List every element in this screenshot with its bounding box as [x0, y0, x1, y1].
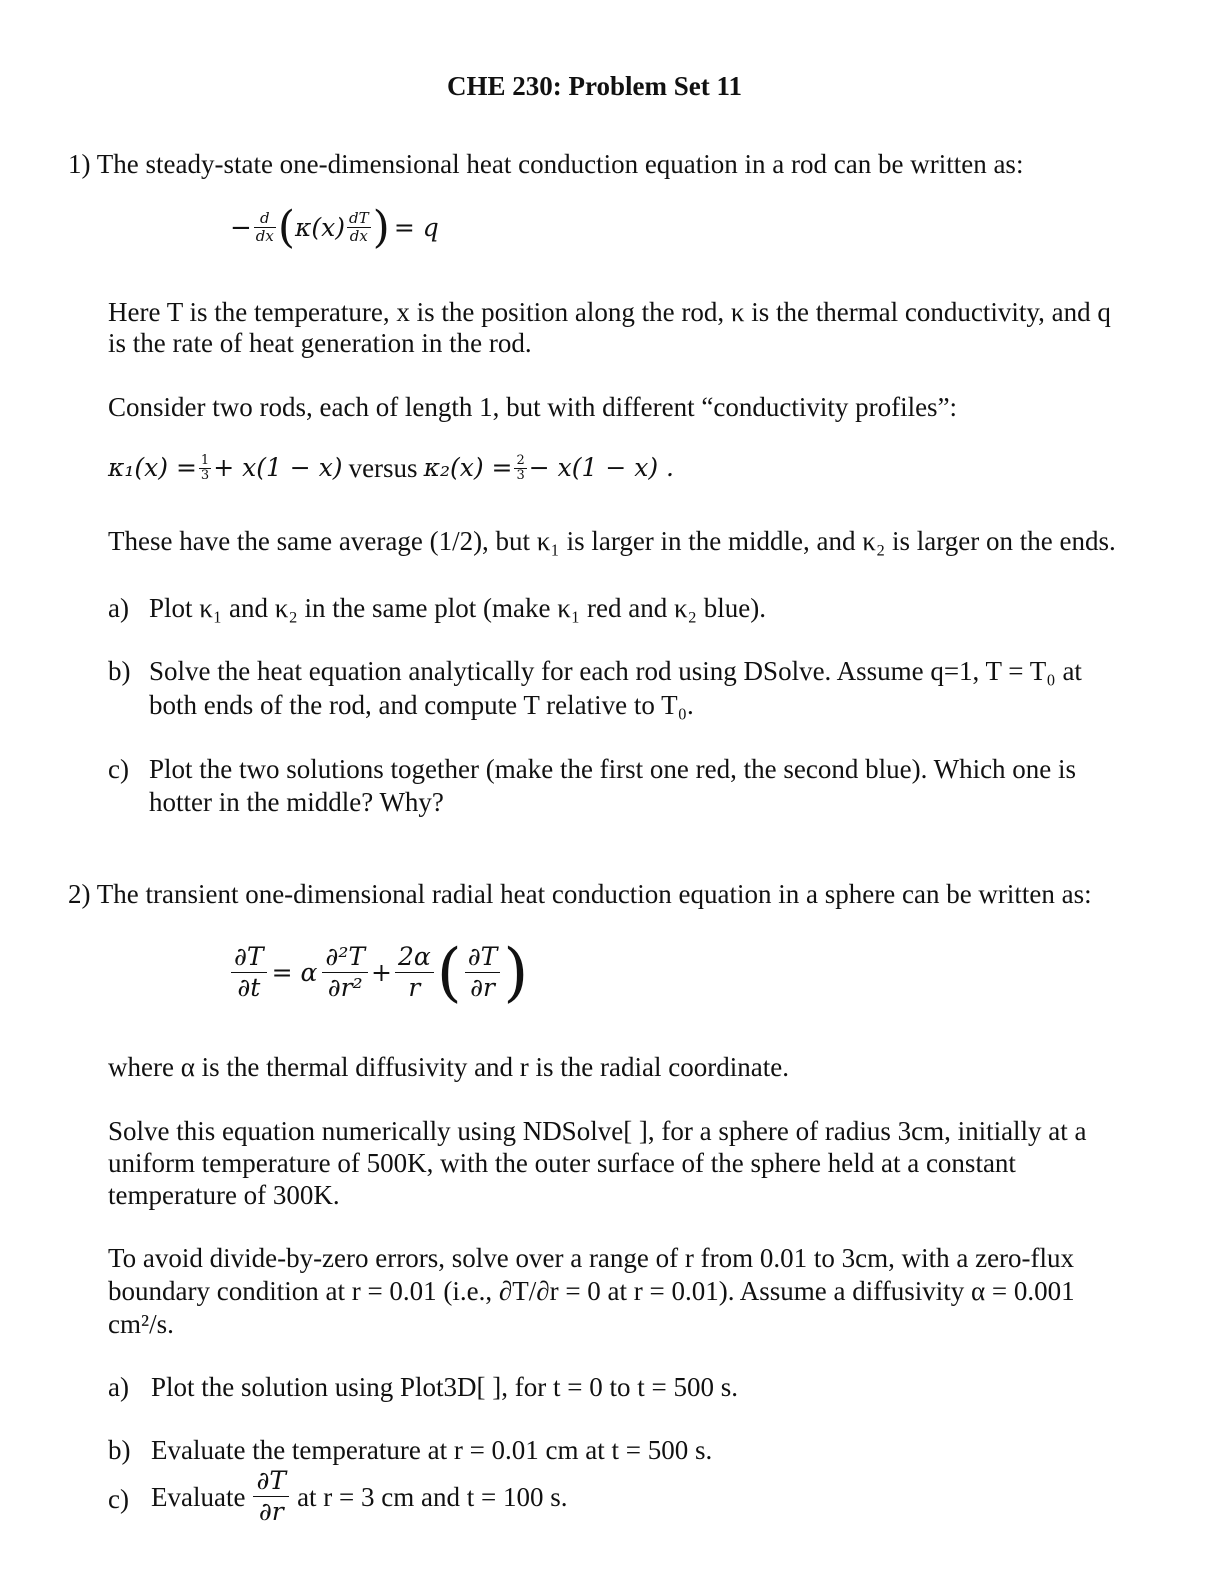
part-1b-line2: both ends of the rod, and compute T relative to T₀. — [149, 690, 694, 720]
frac-den: ∂r — [470, 973, 495, 1002]
close-paren: ) — [503, 935, 529, 1010]
frac-num: ∂T — [253, 1466, 289, 1497]
frac-num: 2α — [395, 942, 434, 973]
problem1-consider: Consider two rods, each of length 1, but with different “conductivity profiles”: — [108, 392, 958, 422]
problem2-equation — [228, 935, 529, 1010]
problem2-solve-line3: temperature of 300K. — [108, 1180, 340, 1210]
open-paren: ( — [436, 935, 462, 1010]
frac-den: 3 — [516, 467, 525, 483]
problem2-avoid-line2: boundary condition at r = 0.01 (i.e., ∂T/∂r = 0 at r = 0.01). Assume a diffusivity α = 0.001 — [108, 1276, 1075, 1306]
part-2b-text: Evaluate the temperature at r = 0.01 cm at t = 500 s. — [151, 1435, 713, 1465]
frac-den: ∂t — [237, 973, 261, 1002]
page-title: CHE 230: Problem Set 11 — [447, 71, 742, 101]
equals-alpha: = α — [271, 957, 318, 987]
problem1-equation — [230, 201, 439, 253]
kappa2-lhs: κ₂(x) = — [423, 453, 513, 482]
part-2c-text1: Evaluate — [151, 1481, 246, 1512]
problem1-intro: 1) The steady-state one-dimensional heat conduction equation in a rod can be written as: — [68, 149, 1024, 179]
frac-num: ∂T — [231, 942, 267, 973]
equation-rhs: = q — [393, 212, 439, 242]
part-1a-label: a) — [108, 593, 129, 623]
part-1c-line1: Plot the two solutions together (make the first one red, the second blue). Which one is — [149, 754, 1077, 784]
frac-den: 3 — [200, 467, 210, 483]
close-paren: ) — [372, 201, 390, 253]
open-paren: ( — [277, 201, 296, 253]
kappa2-rhs: − x(1 − x) . — [528, 453, 675, 482]
dT-dr-fraction — [253, 1466, 289, 1527]
frac-den: dx — [255, 227, 274, 245]
problem2-intro: 2) The transient one-dimensional radial heat conduction equation in a sphere can be written as: — [68, 879, 1092, 909]
problem2-avoid-line3: cm²/s. — [108, 1309, 174, 1339]
problem2-avoid-line1: To avoid divide-by-zero errors, solve over a range of r from 0.01 to 3cm, with a zero-flux — [108, 1243, 1075, 1273]
frac-den: dx — [349, 227, 368, 245]
part-1b-line1: Solve the heat equation analytically for each rod using DSolve. Assume q=1, T = T₀ at — [149, 656, 1082, 686]
problem1-desc-line2: is the rate of heat generation in the rod. — [108, 328, 532, 358]
problem2-where: where α is the thermal diffusivity and r is the radial coordinate. — [108, 1052, 789, 1082]
part-2c-text2: at r = 3 cm and t = 100 s. — [297, 1481, 568, 1512]
minus-sign: − — [230, 212, 252, 243]
frac-den: r — [408, 973, 421, 1002]
kappa-definitions — [108, 452, 674, 484]
part-1b-label: b) — [108, 656, 131, 686]
one-third-fraction — [199, 454, 211, 483]
two-thirds-fraction — [514, 454, 526, 483]
problem1-average: These have the same average (1/2), but κ₁ is larger in the middle, and κ₂ is larger on the ends. — [108, 526, 1116, 556]
part-1c-line2: hotter in the middle? Why? — [149, 787, 444, 817]
part-2c-label: c) — [108, 1484, 129, 1514]
problem2-solve-line1: Solve this equation numerically using NDSolve[ ], for a sphere of radius 3cm, initially at a — [108, 1116, 1087, 1146]
frac-num: dT — [349, 209, 369, 227]
frac-num: ∂T — [465, 942, 501, 973]
frac-num: ∂²T — [322, 942, 368, 973]
frac-den: ∂r² — [327, 973, 363, 1002]
dT-dx-fraction — [347, 210, 371, 245]
part-2a-label: a) — [108, 1372, 129, 1402]
part-1a-text: Plot κ₁ and κ₂ in the same plot (make κ₁ red and κ₂ blue). — [149, 593, 766, 623]
frac-num: 2 — [516, 452, 525, 468]
dT-dr-fraction — [465, 942, 501, 1003]
kappa1-rhs: + x(1 − x) — [213, 453, 343, 482]
kappa-of-x: κ(x) — [295, 212, 346, 242]
kappa1-lhs: κ₁(x) = — [108, 453, 197, 482]
d-dx-fraction — [254, 210, 276, 245]
part-2a-text: Plot the solution using Plot3D[ ], for t = 0 to t = 500 s. — [151, 1372, 738, 1402]
frac-num: d — [254, 210, 276, 228]
part-2b-label: b) — [108, 1435, 131, 1465]
frac-num: 1 — [200, 452, 210, 468]
dT-dt-fraction — [231, 942, 267, 1003]
problem2-solve-line2: uniform temperature of 500K, with the outer surface of the sphere held at a constant — [108, 1148, 1016, 1178]
two-alpha-over-r-fraction — [395, 942, 434, 1003]
plus-sign: + — [371, 957, 392, 987]
frac-den: ∂r — [258, 1497, 284, 1526]
problem1-desc-line1: Here T is the temperature, x is the position along the rod, κ is the thermal conductivity, and q — [108, 297, 1111, 327]
part-1c-label: c) — [108, 754, 129, 784]
d2T-dr2-fraction — [322, 942, 368, 1003]
part-2c-row — [151, 1466, 567, 1527]
versus-word: versus — [348, 453, 418, 483]
